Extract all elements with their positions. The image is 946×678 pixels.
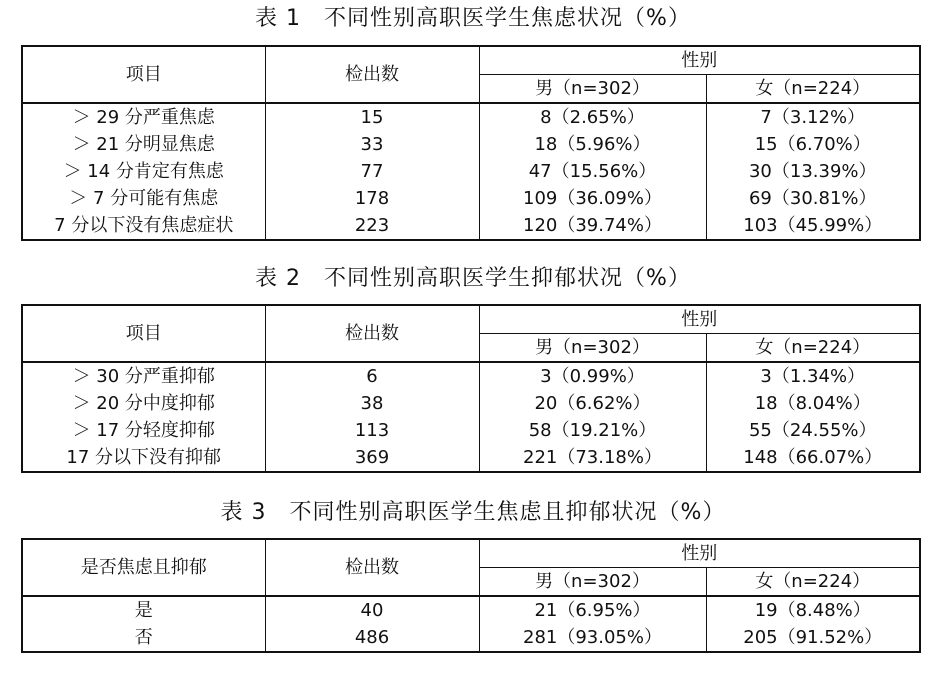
table-3-header-male: 男（n=302） [479,568,706,597]
table-2-header-gender: 性别 [479,305,920,334]
row-count: 33 [265,131,479,158]
row-female: 205（91.52%） [706,624,920,652]
row-count: 40 [265,596,479,624]
row-count: 77 [265,158,479,185]
table-2-header-item: 项目 [22,305,265,362]
row-female: 148（66.07%） [706,444,920,472]
row-female: 15（6.70%） [706,131,920,158]
table-row [22,158,920,185]
table-1-header-male: 男（n=302） [479,75,706,104]
table-row [22,417,920,444]
table-3-caption: 表 3 不同性别高职医学生焦虑且抑郁状况（%） [220,500,726,525]
row-female: 103（45.99%） [706,212,920,240]
row-female: 7（3.12%） [706,103,920,131]
row-female: 3（1.34%） [706,362,920,390]
row-female: 55（24.55%） [706,417,920,444]
row-item: ＞ 21 分明显焦虑 [22,131,265,158]
row-item: 否 [22,624,265,652]
row-male: 58（19.21%） [479,417,706,444]
row-male: 18（5.96%） [479,131,706,158]
row-item: ＞ 30 分严重抑郁 [22,362,265,390]
row-item: ＞ 29 分严重焦虑 [22,103,265,131]
table-2-caption: 表 2 不同性别高职医学生抑郁状况（%） [255,266,691,291]
table-row [22,212,920,240]
row-item: ＞ 17 分轻度抑郁 [22,417,265,444]
row-item: ＞ 7 分可能有焦虑 [22,185,265,212]
row-count: 113 [265,417,479,444]
row-count: 369 [265,444,479,472]
table-row [22,624,920,652]
row-male: 281（93.05%） [479,624,706,652]
table-2-header-male: 男（n=302） [479,334,706,363]
row-female: 19（8.48%） [706,596,920,624]
table-1-header-female: 女（n=224） [706,75,920,104]
row-item: 是 [22,596,265,624]
table-1-header-item: 项目 [22,46,265,103]
row-count: 486 [265,624,479,652]
table-3-header-gender: 性别 [479,539,920,568]
table-3-header-female: 女（n=224） [706,568,920,597]
table-1-caption: 表 1 不同性别高职医学生焦虑状况（%） [255,6,691,31]
row-male: 120（39.74%） [479,212,706,240]
row-female: 69（30.81%） [706,185,920,212]
row-item: ＞ 20 分中度抑郁 [22,390,265,417]
row-item: 17 分以下没有抑郁 [22,444,265,472]
row-male: 221（73.18%） [479,444,706,472]
row-item: ＞ 14 分肯定有焦虑 [22,158,265,185]
row-count: 38 [265,390,479,417]
table-3 [21,538,921,653]
row-female: 30（13.39%） [706,158,920,185]
table-2-header-count: 检出数 [265,305,479,362]
row-count: 223 [265,212,479,240]
table-row [22,390,920,417]
table-3-header-count: 检出数 [265,539,479,596]
row-male: 47（15.56%） [479,158,706,185]
table-row [22,103,920,131]
table-1-header-count: 检出数 [265,46,479,103]
row-item: 7 分以下没有焦虑症状 [22,212,265,240]
row-female: 18（8.04%） [706,390,920,417]
table-row [22,131,920,158]
row-male: 3（0.99%） [479,362,706,390]
row-male: 109（36.09%） [479,185,706,212]
row-male: 8（2.65%） [479,103,706,131]
row-count: 15 [265,103,479,131]
table-2-header-female: 女（n=224） [706,334,920,363]
table-1-header-gender: 性别 [479,46,920,75]
table-3-header-item: 是否焦虑且抑郁 [22,539,265,596]
table-row [22,596,920,624]
row-male: 20（6.62%） [479,390,706,417]
table-row [22,362,920,390]
row-male: 21（6.95%） [479,596,706,624]
table-1 [21,45,921,241]
table-2 [21,304,921,473]
table-row [22,444,920,472]
row-count: 6 [265,362,479,390]
row-count: 178 [265,185,479,212]
table-row [22,185,920,212]
